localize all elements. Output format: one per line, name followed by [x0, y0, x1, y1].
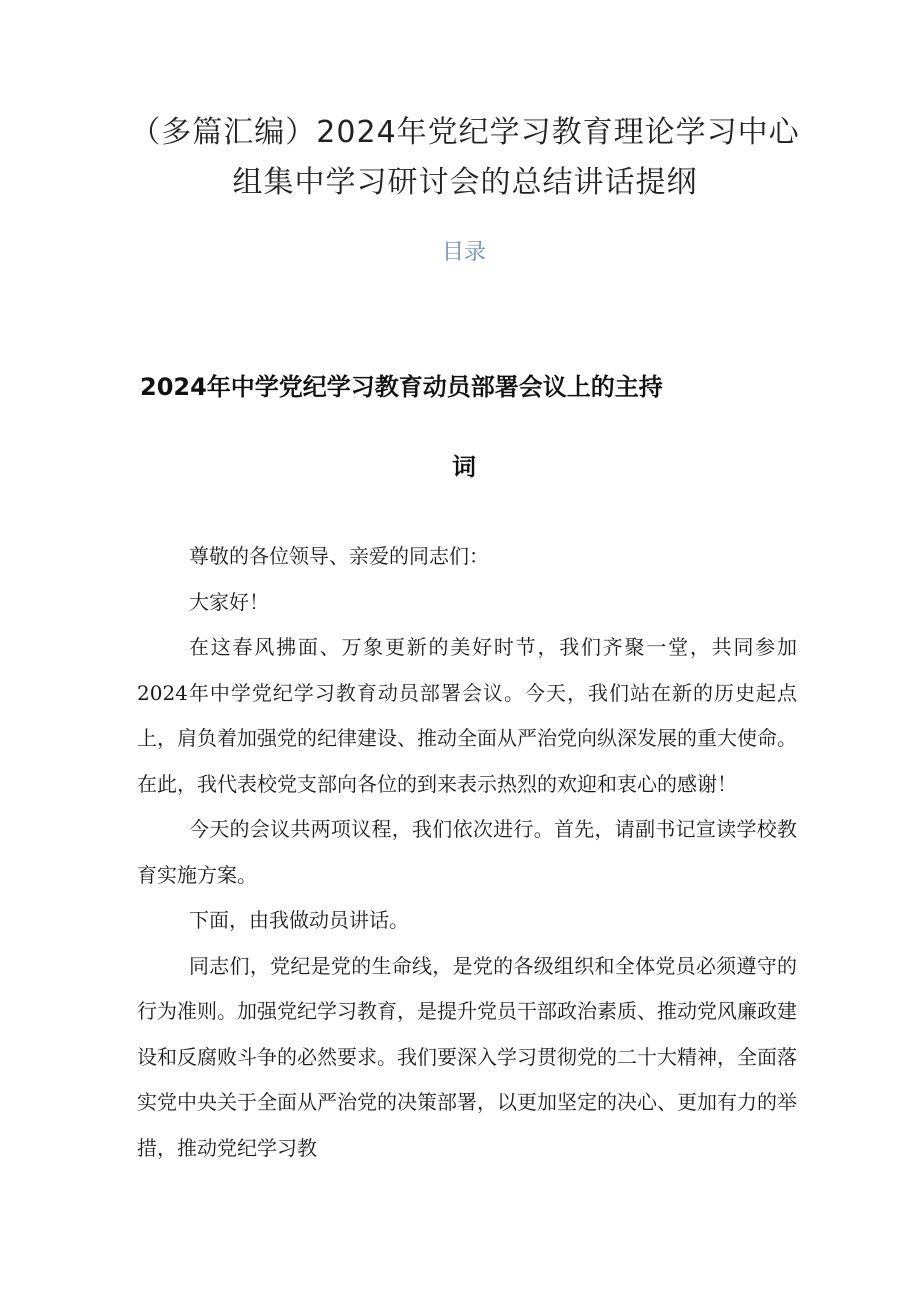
section-body	[137, 534, 797, 1171]
body-paragraph: 在这春风拂面、万象更新的美好时节，我们齐聚一堂，共同参加2024年中学党纪学习教育动员部署会议。今天，我们站在新的历史起点上，肩负着加强党的纪律建设、推动全面从严治党向纵深发展的重大使命。在此，我代表校党支部向各位的到来表示热烈的欢迎和衷心的感谢！	[137, 635, 797, 796]
section-title: 2024年中学党纪学习教育动员部署会议上的主持	[140, 373, 663, 401]
document-title: （多篇汇编）2024年党纪学习教育理论学习中心组集中学习研讨会的总结讲话提纲	[130, 115, 800, 200]
body-paragraph: 下面，由我做动员讲话。	[189, 908, 409, 932]
salutation-paragraph: 尊敬的各位领导、亲爱的同志们：	[189, 544, 489, 568]
section-title-continuation: 词	[452, 453, 476, 481]
toc-link[interactable]: 目录	[441, 240, 486, 265]
body-paragraph: 同志们，党纪是党的生命线，是党的各级组织和全体党员必须遵守的行为准则。加强党纪学习教育，是提升党员干部政治素质、推动党风廉政建设和反腐败斗争的必然要求。我们要深入学习贯彻党的二十大精神，全面落实党中央关于全面从严治党的决策部署，以更加坚定的决心、更加有力的举措，推动党纪学习教	[137, 953, 797, 1160]
body-paragraph: 今天的会议共两项议程，我们依次进行。首先，请副书记宣读学校教育实施方案。	[137, 817, 797, 887]
greeting-paragraph: 大家好！	[189, 589, 269, 614]
